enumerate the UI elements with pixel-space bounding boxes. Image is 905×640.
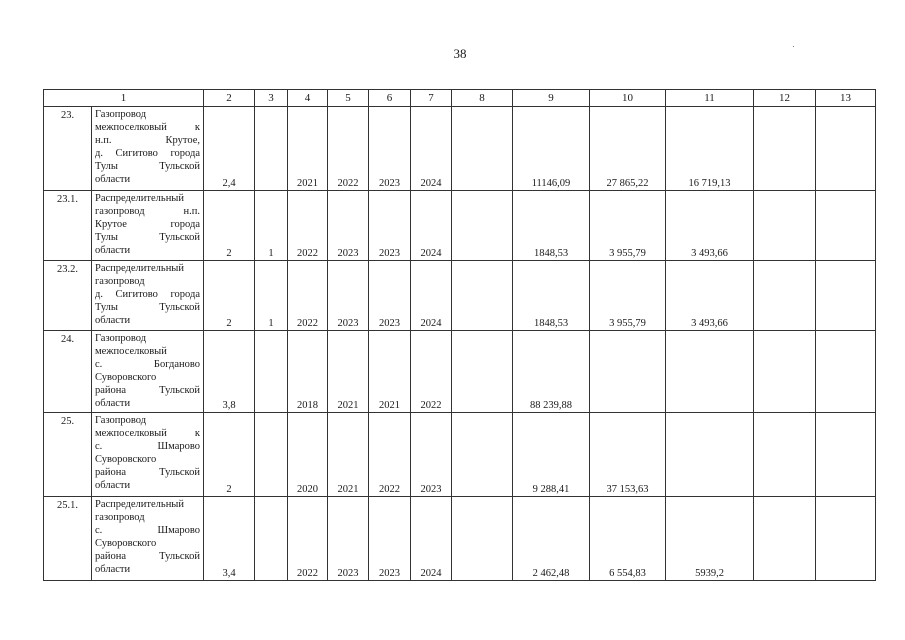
value-cell-col-4: 2022: [288, 191, 328, 261]
value-cell-col-10: 37 153,63: [590, 413, 666, 497]
object-name-line: с. Шмарово: [95, 525, 200, 536]
object-name-line: Тулы Тульской: [95, 302, 200, 313]
header-row: [44, 90, 876, 107]
value-cell-col-13: [816, 413, 876, 497]
value-cell-col-13: [816, 107, 876, 191]
value-cell-col-4: 2022: [288, 497, 328, 581]
table-row: [44, 413, 876, 497]
value-cell-col-11: 5939,2: [666, 497, 754, 581]
value-cell-col-6: 2023: [369, 191, 411, 261]
object-name-line: Суворовского: [95, 454, 157, 465]
value-cell-col-11: [666, 413, 754, 497]
value-cell-col-6: 2023: [369, 107, 411, 191]
value-cell-col-8: [452, 413, 513, 497]
object-name-line: Распределительный: [95, 263, 184, 274]
value-cell-col-8: [452, 497, 513, 581]
row-number-cell: 25.1.: [44, 497, 92, 581]
value-cell-col-7: 2024: [411, 497, 452, 581]
value-cell-col-10: [590, 331, 666, 413]
value-cell-col-6: 2023: [369, 497, 411, 581]
value-cell-col-9: 11146,09: [513, 107, 590, 191]
value-cell-col-2: 2,4: [204, 107, 255, 191]
value-cell-col-7: 2024: [411, 191, 452, 261]
value-cell-col-12: [754, 261, 816, 331]
value-cell-col-6: 2022: [369, 413, 411, 497]
value-cell-col-8: [452, 191, 513, 261]
object-name-line: Распределительный: [95, 499, 184, 510]
table-row: [44, 331, 876, 413]
value-cell-col-12: [754, 331, 816, 413]
object-name-line: с. Шмарово: [95, 441, 200, 452]
object-name-line: Распределительный: [95, 193, 184, 204]
value-cell-col-5: 2023: [328, 191, 369, 261]
table-row: [44, 107, 876, 191]
value-cell-col-3: 1: [255, 261, 288, 331]
data-table: [43, 89, 876, 581]
header-cell: 1: [44, 90, 204, 107]
object-name-line: Тулы Тульской: [95, 161, 200, 172]
value-cell-col-13: [816, 497, 876, 581]
object-name-line: газопровод: [95, 276, 145, 287]
header-cell: 8: [452, 90, 513, 107]
row-number-cell: 23.: [44, 107, 92, 191]
value-cell-col-4: 2022: [288, 261, 328, 331]
value-cell-col-13: [816, 331, 876, 413]
object-name-line: области: [95, 315, 131, 326]
value-cell-col-6: 2023: [369, 261, 411, 331]
value-cell-col-5: 2021: [328, 413, 369, 497]
value-cell-col-3: [255, 497, 288, 581]
object-name-line: межпоселковый к: [95, 122, 200, 133]
header-cell: 12: [754, 90, 816, 107]
object-name-cell: [92, 191, 204, 261]
row-number-cell: 23.1.: [44, 191, 92, 261]
value-cell-col-12: [754, 413, 816, 497]
value-cell-col-7: 2023: [411, 413, 452, 497]
object-name-cell: [92, 107, 204, 191]
object-name-cell: [92, 413, 204, 497]
value-cell-col-9: 88 239,88: [513, 331, 590, 413]
value-cell-col-5: 2023: [328, 497, 369, 581]
value-cell-col-3: [255, 107, 288, 191]
value-cell-col-12: [754, 107, 816, 191]
value-cell-col-8: [452, 261, 513, 331]
object-name-line: межпоселковый: [95, 346, 167, 357]
value-cell-col-9: 1848,53: [513, 191, 590, 261]
value-cell-col-8: [452, 331, 513, 413]
header-cell: 9: [513, 90, 590, 107]
object-name-line: Газопровод: [95, 415, 147, 426]
value-cell-col-5: 2023: [328, 261, 369, 331]
object-name-cell: [92, 331, 204, 413]
object-name-line: газопровод н.п.: [95, 206, 200, 217]
value-cell-col-11: [666, 331, 754, 413]
value-cell-col-11: 3 493,66: [666, 261, 754, 331]
value-cell-col-9: 2 462,48: [513, 497, 590, 581]
value-cell-col-13: [816, 191, 876, 261]
value-cell-col-2: 2: [204, 191, 255, 261]
value-cell-col-10: 6 554,83: [590, 497, 666, 581]
value-cell-col-9: 1848,53: [513, 261, 590, 331]
value-cell-col-10: 3 955,79: [590, 261, 666, 331]
object-name-line: д. Сигитово города: [95, 289, 200, 300]
object-name-line: области: [95, 564, 131, 575]
value-cell-col-5: 2021: [328, 331, 369, 413]
object-name-line: области: [95, 480, 131, 491]
object-name-line: Суворовского: [95, 372, 157, 383]
header-cell: 4: [288, 90, 328, 107]
value-cell-col-4: 2021: [288, 107, 328, 191]
value-cell-col-4: 2020: [288, 413, 328, 497]
value-cell-col-5: 2022: [328, 107, 369, 191]
value-cell-col-6: 2021: [369, 331, 411, 413]
object-name-cell: [92, 497, 204, 581]
value-cell-col-3: 1: [255, 191, 288, 261]
object-name-line: Крутое города: [95, 219, 200, 230]
value-cell-col-11: 16 719,13: [666, 107, 754, 191]
object-name-line: д. Сигитово города: [95, 148, 200, 159]
value-cell-col-12: [754, 497, 816, 581]
header-cell: 13: [816, 90, 876, 107]
object-name-line: Тулы Тульской: [95, 232, 200, 243]
header-cell: 6: [369, 90, 411, 107]
object-name-line: Газопровод: [95, 333, 147, 344]
table-row: [44, 497, 876, 581]
header-cell: 5: [328, 90, 369, 107]
object-name-line: области: [95, 398, 131, 409]
row-number-cell: 23.2.: [44, 261, 92, 331]
value-cell-col-13: [816, 261, 876, 331]
value-cell-col-9: 9 288,41: [513, 413, 590, 497]
object-name-line: Газопровод: [95, 109, 147, 120]
object-name-line: Суворовского: [95, 538, 157, 549]
value-cell-col-2: 2: [204, 261, 255, 331]
header-cell: 2: [204, 90, 255, 107]
value-cell-col-2: 3,8: [204, 331, 255, 413]
row-number-cell: 25.: [44, 413, 92, 497]
row-number-cell: 24.: [44, 331, 92, 413]
object-name-line: области: [95, 245, 131, 256]
scan-speck: [793, 46, 794, 47]
object-name-line: с. Богданово: [95, 359, 200, 370]
header-cell: 10: [590, 90, 666, 107]
header-cell: 7: [411, 90, 452, 107]
object-name-line: н.п. Крутое,: [95, 135, 200, 146]
value-cell-col-2: 3,4: [204, 497, 255, 581]
object-name-cell: [92, 261, 204, 331]
header-cell: 3: [255, 90, 288, 107]
value-cell-col-10: 27 865,22: [590, 107, 666, 191]
value-cell-col-8: [452, 107, 513, 191]
object-name-line: области: [95, 174, 131, 185]
value-cell-col-11: 3 493,66: [666, 191, 754, 261]
value-cell-col-3: [255, 413, 288, 497]
table-row: [44, 191, 876, 261]
object-name-line: района Тульской: [95, 467, 200, 478]
table-row: [44, 261, 876, 331]
value-cell-col-7: 2024: [411, 107, 452, 191]
object-name-line: межпоселковый к: [95, 428, 200, 439]
object-name-line: газопровод: [95, 512, 145, 523]
value-cell-col-12: [754, 191, 816, 261]
value-cell-col-4: 2018: [288, 331, 328, 413]
page-number: 38: [453, 46, 467, 61]
header-cell: 11: [666, 90, 754, 107]
object-name-line: района Тульской: [95, 551, 200, 562]
object-name-line: района Тульской: [95, 385, 200, 396]
value-cell-col-2: 2: [204, 413, 255, 497]
value-cell-col-10: 3 955,79: [590, 191, 666, 261]
value-cell-col-7: 2022: [411, 331, 452, 413]
value-cell-col-7: 2024: [411, 261, 452, 331]
value-cell-col-3: [255, 331, 288, 413]
